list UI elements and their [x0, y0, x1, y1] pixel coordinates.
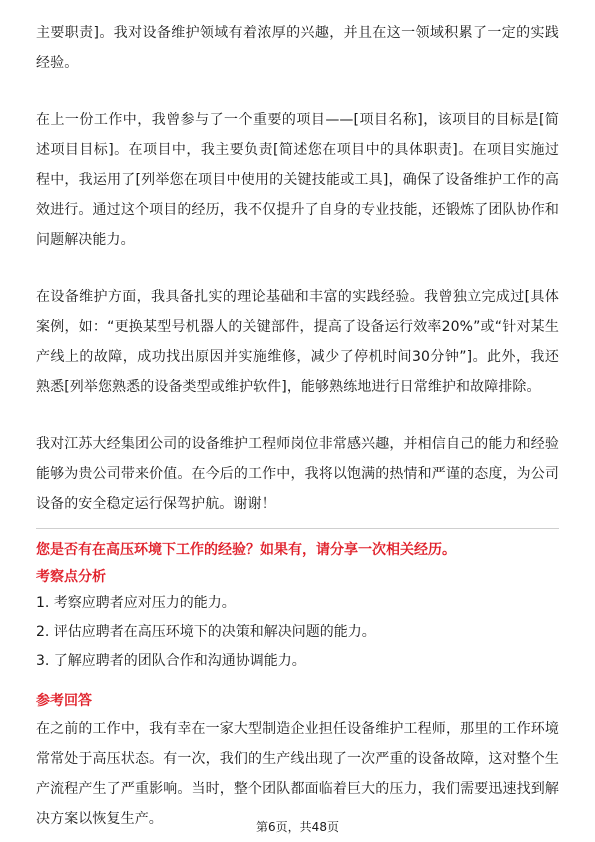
body-paragraph-2: 在上一份工作中，我曾参与了一个重要的项目——[项目名称]，该项目的目标是[简述项目目标]。在项目中，我主要负责[简述您在项目中的具体职责]。在项目实施过程中，我运用了[列举您在项目中使用的关键技能或工具]，确保了设备维护工作的高效进行。通过这个项目的经历，我不仅提升了自身的专业技能，还锻炼了团队协作和问题解决能力。 — [36, 112, 559, 248]
analysis-point-3: 3. 了解应聘者的团队合作和沟通协调能力。 — [36, 653, 306, 669]
body-paragraph-4: 我对江苏大经集团公司的设备维护工程师岗位非常感兴趣，并相信自己的能力和经验能够为贵公司带来价值。在今后的工作中，我将以饱满的热情和严谨的态度，为公司设备的安全稳定运行保驾护航。谢谢！ — [36, 436, 559, 512]
paragraph-gap — [36, 255, 559, 282]
paragraph-gap — [36, 78, 559, 105]
body-paragraph-3: 在设备维护方面，我具备扎实的理论基础和丰富的实践经验。我曾独立完成过[具体案例，如：“更换某型号机器人的关键部件，提高了设备运行效率20%”或“针对某生产线上的故障，成功找出原因并实施维修，减少了停机时间30分钟”]。此外，我还熟悉[列举您熟悉的设备类型或维护软件]，能够熟练地进行日常维护和故障排除。 — [36, 289, 559, 395]
document-page — [36, 18, 559, 834]
paragraph-gap — [36, 402, 559, 429]
page-number-footer: 第6页，共48页 — [256, 820, 339, 834]
reference-answer-title: 参考回答 — [36, 693, 92, 709]
reference-answer-text: 在之前的工作中，我有幸在一家大型制造企业担任设备维护工程师，那里的工作环境常常处于高压状态。有一次，我们的生产线出现了一次严重的设备故障，这对整个生产流程产生了严重影响。当时，整个团队都面临着巨大的压力，我们需要迅速找到解决方案以恢复生产。 — [36, 721, 559, 827]
body-paragraph-1: 主要职责]。我对设备维护领域有着浓厚的兴趣，并且在这一领域积累了一定的实践经验。 — [36, 25, 559, 71]
section-divider — [36, 528, 559, 529]
analysis-point-2: 2. 评估应聘者在高压环境下的决策和解决问题的能力。 — [36, 624, 376, 640]
interview-question: 您是否有在高压环境下工作的经验？如果有，请分享一次相关经历。 — [36, 542, 456, 558]
analysis-title: 考察点分析 — [36, 569, 106, 585]
analysis-point-1: 1. 考察应聘者应对压力的能力。 — [36, 595, 236, 611]
